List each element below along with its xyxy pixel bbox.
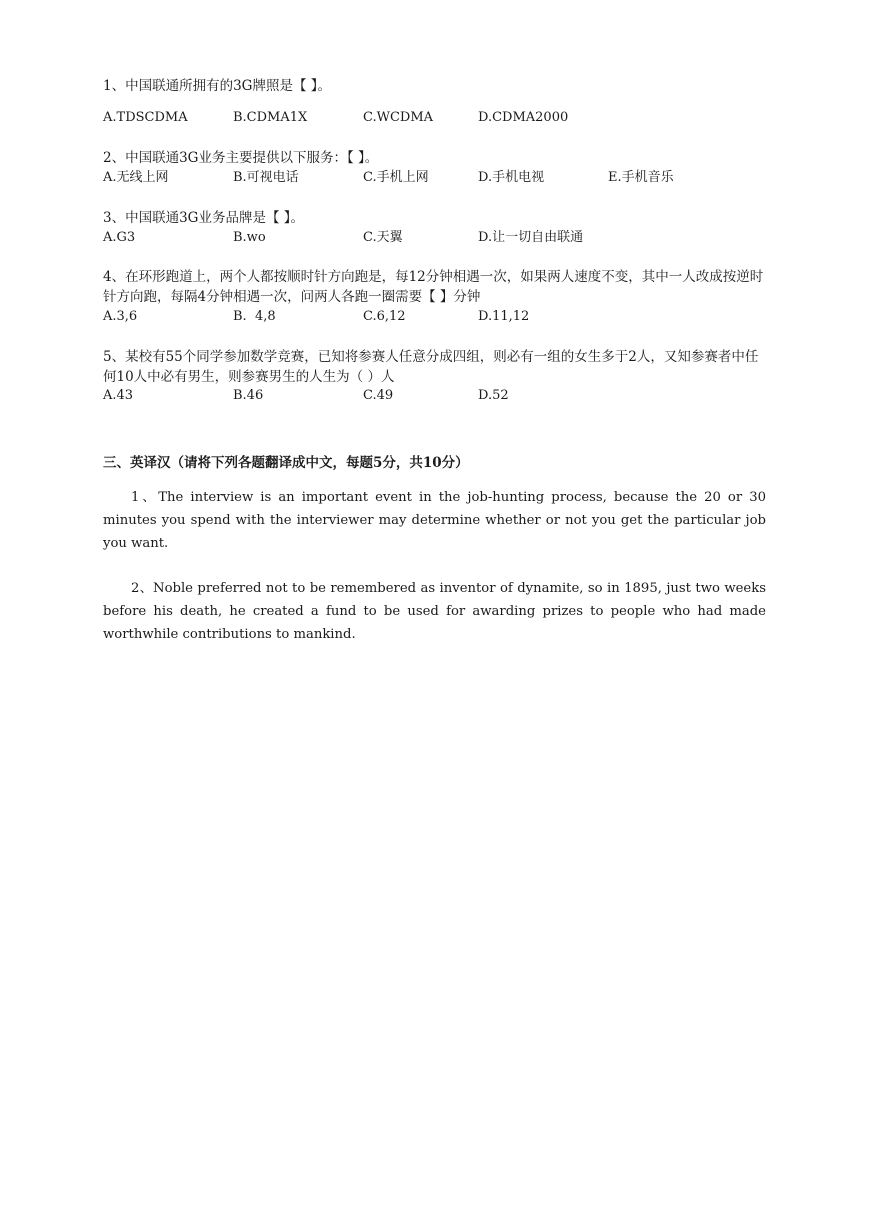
question-5-option-d: D.52 [478,388,509,403]
question-4-stem: 4、在环形跑道上，两个人都按顺时针方向跑是，每12分钟相遇一次，如果两人速度不变，其中一人改成按逆时针方向跑，每隔4分钟相遇一次，问两人各跑一圈需要【 】分钟 [103,269,764,305]
question-2-options [103,168,766,188]
question-3-option-d: D.让一切自由联通 [478,230,584,245]
question-3-option-a: A.G3 [103,230,136,245]
question-2-stem: 2、中国联通3G业务主要提供以下服务：【 】。 [103,150,379,166]
question-1-options [103,108,766,128]
section-title-translation: 三、英译汉（请将下列各题翻译成中文，每题5分，共10分） [103,455,469,471]
question-4-option-a: A.3,6 [103,309,138,324]
question-3-options [103,228,766,248]
question-4-options [103,307,766,327]
question-5-option-a: A.43 [103,388,134,403]
question-1-option-d: D.CDMA2000 [478,110,569,125]
question-3-option-c: C.天翼 [363,230,403,245]
question-2-option-e: E.手机音乐 [608,170,674,185]
question-2-option-a: A.无线上网 [103,170,169,185]
question-5-stem: 5、某校有55个同学参加数学竞赛，已知将参赛人任意分成四组，则必有一组的女生多于2人，又知参赛者中任何10人中必有男生，则参赛男生的人生为（ ）人 [103,349,759,385]
question-1-stem: 1、中国联通所拥有的3G牌照是【 】。 [103,78,332,94]
question-2-option-b: B.可视电话 [233,170,299,185]
question-1-option-a: A.TDSCDMA [103,110,188,125]
question-5-option-c: C.49 [363,388,394,403]
question-2-option-c: C.手机上网 [363,170,429,185]
question-5-options [103,386,766,406]
question-3-option-b: B.wo [233,230,266,245]
question-4-option-b: B. 4,8 [233,309,276,324]
question-1-option-b: B.CDMA1X [233,110,308,125]
question-5-option-b: B.46 [233,388,264,403]
question-1-option-c: C.WCDMA [363,110,434,125]
question-2-option-d: D.手机电视 [478,170,545,185]
translation-paragraph-1: 1、The interview is an important event in the job-hunting process, because the 20 or 30 minutes you spend with the interviewer may determine whether or not you get the particular job you want. [103,490,766,551]
question-4-option-d: D.11,12 [478,309,530,324]
question-4-option-c: C.6,12 [363,309,406,324]
translation-paragraph-2: 2、Noble preferred not to be remembered as inventor of dynamite, so in 1895, just two weeks before his death, he created a fund to be used for awarding prizes to people who had made worthwhile contributions to mankind. [103,581,766,642]
question-3-stem: 3、中国联通3G业务品牌是【 】。 [103,210,305,226]
